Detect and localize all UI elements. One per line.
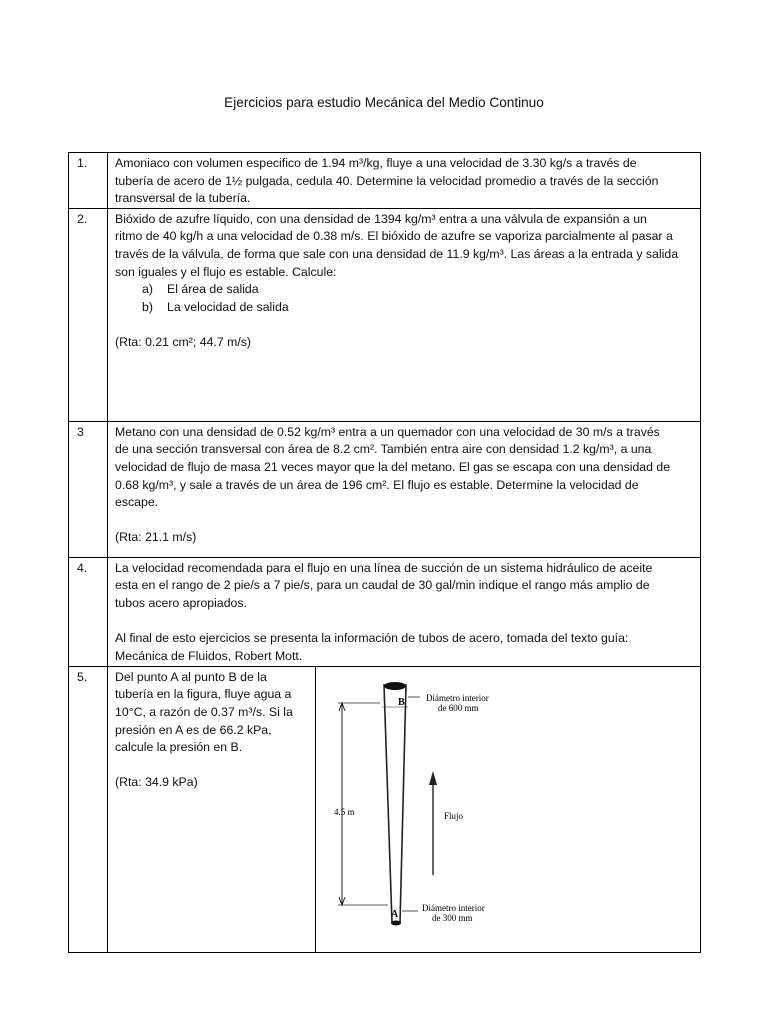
flow-label: Flujo	[444, 810, 464, 821]
exercises-table	[68, 152, 701, 953]
text-line: ritmo de 40 kg/h a una velocidad de 0.38 m/s. El bióxido de azufre se vaporiza parcialmente al pasar a	[115, 229, 673, 244]
height-label: 4.5 m	[334, 806, 355, 817]
text-line: transversal de la tubería.	[115, 191, 251, 206]
list-item-text: El área de salida	[167, 282, 259, 297]
exercise-number: 4.	[69, 557, 108, 666]
exercise-text	[108, 667, 316, 953]
pipe-diagram	[316, 667, 700, 947]
text-line: tubería en la figura, fluye agua a	[115, 687, 292, 702]
list-item	[115, 299, 693, 317]
exercise-number: 3	[69, 421, 108, 557]
text-line: de una sección transversal con área de 8.2 cm². También entra aire con densidad 1.2 kg/m³, a una	[115, 442, 652, 457]
text-line: 0.68 kg/m³, y sale a través de un área de 196 cm². El flujo es estable. Determine la velocidad de	[115, 477, 639, 492]
pipe-bottom-cap	[391, 920, 401, 925]
diameter-top-label-2: de 600 mm	[438, 702, 479, 713]
answer-text: (Rta: 21.1 m/s)	[115, 530, 197, 545]
flow-arrow-icon	[429, 771, 437, 785]
border-gap	[325, 620, 510, 623]
text-line: presión en A es de 66.2 kPa,	[115, 722, 272, 737]
text-line: escape.	[115, 495, 159, 510]
list-item-label: b)	[142, 299, 153, 314]
exercise-number: 5.	[69, 666, 108, 953]
text-line: través de la válvula, de forma que sale con una densidad de 11.9 kg/m³. Las áreas a la entrada y salida	[115, 246, 679, 261]
exercise-text	[108, 421, 701, 557]
text-line: son iguales y el flujo es estable. Calcule:	[115, 264, 337, 279]
text-line: tubería de acero de 1½ pulgada, cedula 40. Determine la velocidad promedio a través de la sección	[115, 173, 659, 188]
pipe-figure	[316, 667, 700, 953]
exercise-text	[108, 153, 701, 209]
pipe-outline	[384, 685, 406, 923]
exercise-text	[108, 557, 701, 666]
table-row	[69, 208, 701, 421]
text-line: tubos acero apropiados.	[115, 595, 247, 610]
text-line: La velocidad recomendada para el flujo en una línea de succión de un sistema hidráulico de aceite	[115, 560, 653, 575]
table-row	[69, 153, 701, 209]
point-a-label: A	[391, 908, 399, 920]
exercise-text	[108, 208, 701, 421]
text-line: calcule la presión en B.	[115, 740, 243, 755]
page-title: Ejercicios para estudio Mecánica del Medio Continuo	[224, 95, 544, 110]
list-item-text: La velocidad de salida	[167, 299, 289, 314]
list-item-label: a)	[142, 282, 153, 297]
answer-text: (Rta: 34.9 kPa)	[115, 775, 198, 790]
table-row	[69, 557, 701, 666]
text-line: Al final de esto ejercicios se presenta la información de tubos de acero, tomada del texto guía:	[115, 631, 629, 646]
answer-text: (Rta: 0.21 cm²; 44.7 m/s)	[115, 334, 251, 349]
text-line: Amoniaco con volumen especifico de 1.94 m³/kg, fluye a una velocidad de 3.30 kg/s a través de	[115, 156, 637, 170]
diameter-bottom-label-2: de 300 mm	[432, 912, 473, 923]
exercise-number: 2.	[69, 208, 108, 421]
text-line: Mecánica de Fluidos, Robert Mott.	[115, 648, 303, 663]
text-line: Bióxido de azufre líquido, con una densidad de 1394 kg/m³ entra a una válvula de expansión a un	[115, 211, 647, 226]
text-line: Del punto A al punto B de la	[115, 669, 267, 684]
text-line: Metano con una densidad de 0.52 kg/m³ entra a un quemador con una velocidad de 30 m/s a través	[115, 424, 660, 439]
diameter-top-label-1: Diámetro interior	[426, 692, 489, 703]
table-row	[69, 421, 701, 557]
diameter-bottom-label-1: Diámetro interior	[422, 902, 485, 913]
point-b-label: B	[398, 696, 405, 708]
exercise-content	[108, 666, 701, 953]
table-row	[69, 666, 701, 953]
text-line: velocidad de flujo de masa 21 veces mayor que la del metano. El gas se escapa con una densidad de	[115, 459, 671, 474]
list-item	[115, 281, 693, 299]
exercise-number: 1.	[69, 153, 108, 209]
text-line: 10°C, a razón de 0.37 m³/s. Si la	[115, 704, 293, 719]
pipe-top-cap	[384, 682, 406, 690]
text-line: esta en el rango de 2 pie/s a 7 pie/s, para un caudal de 30 gal/min indique el rango más amplio de	[115, 578, 650, 593]
